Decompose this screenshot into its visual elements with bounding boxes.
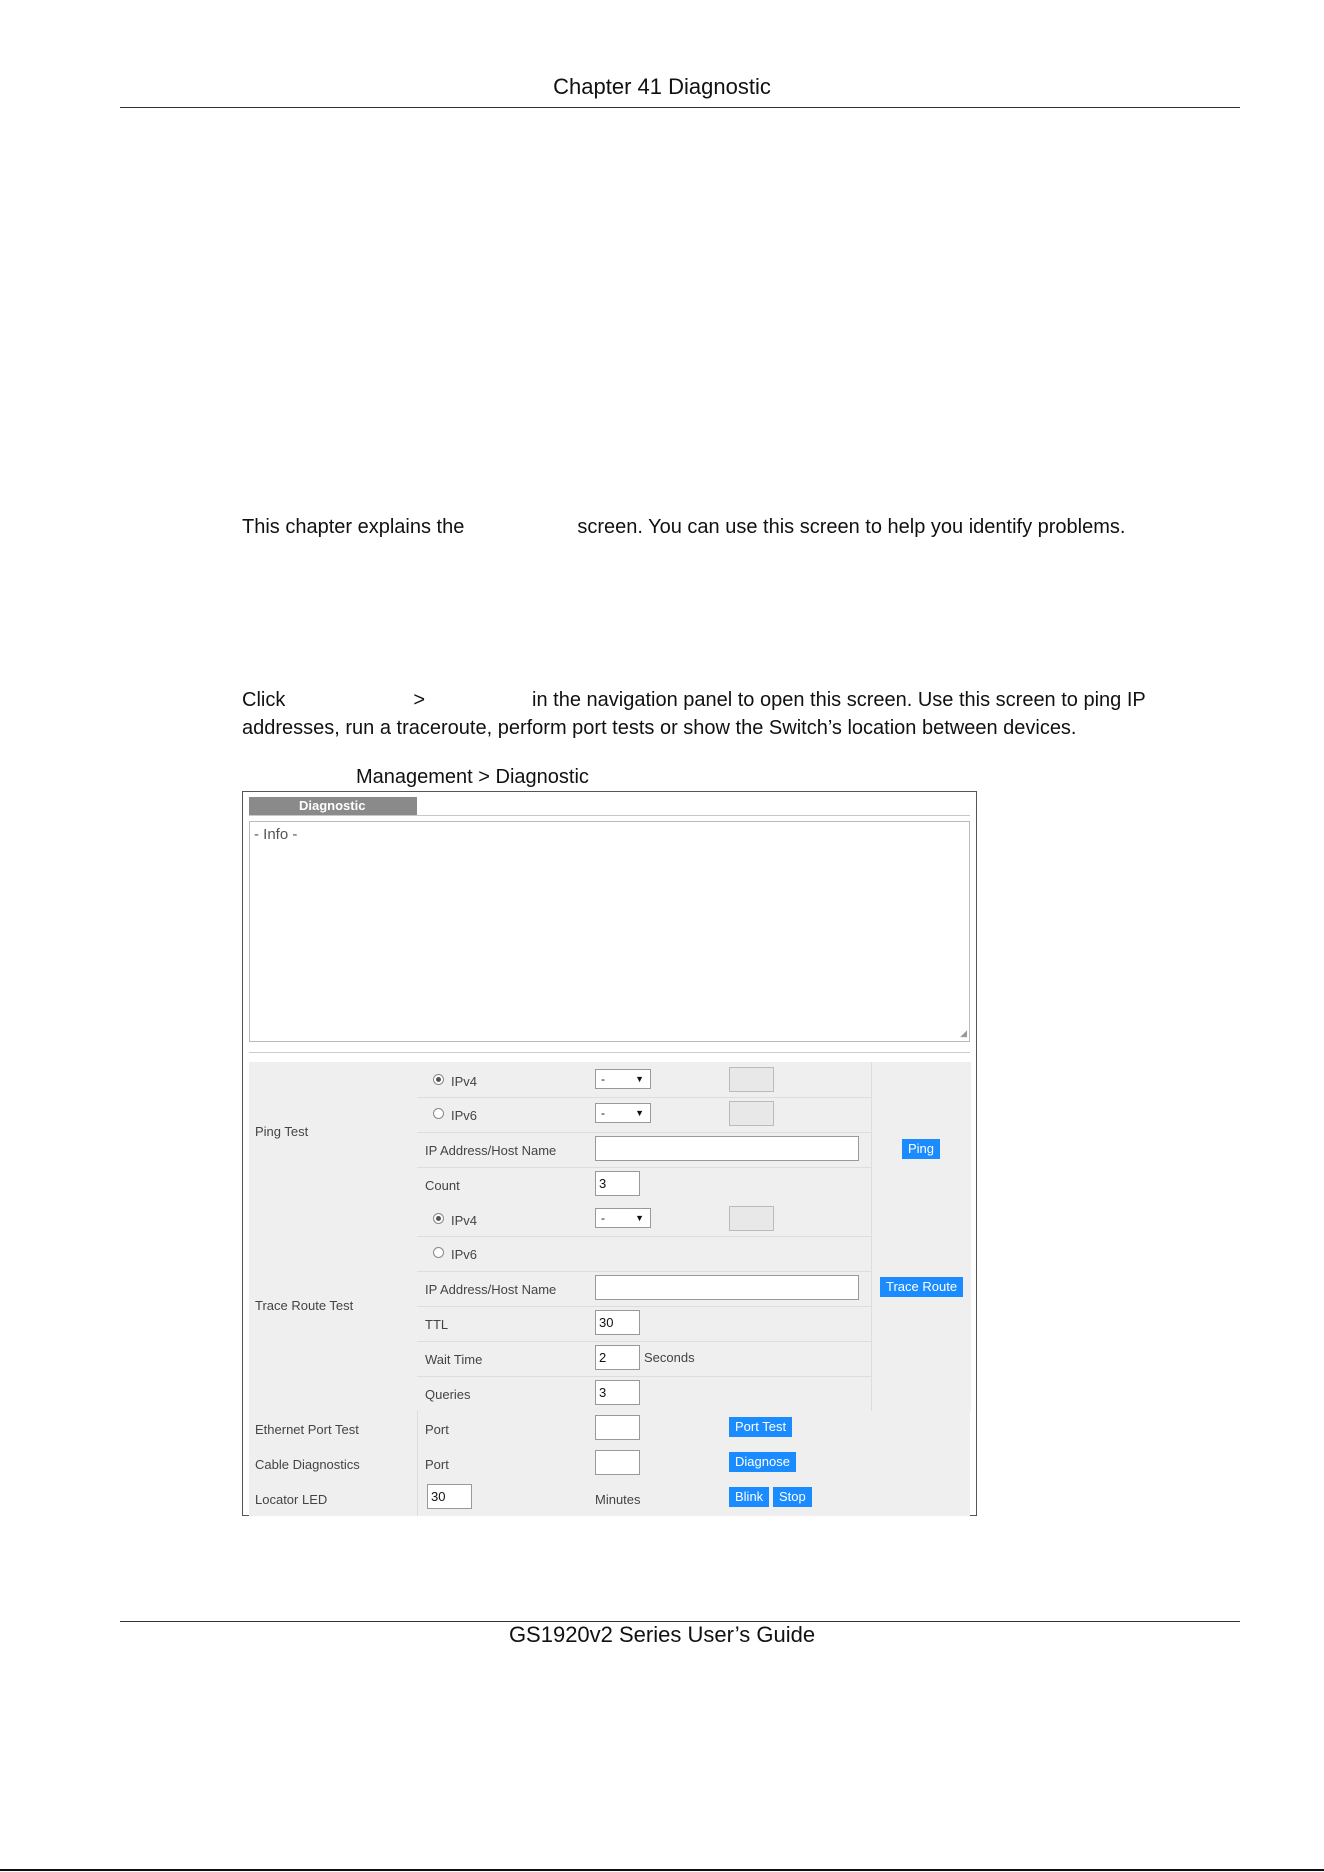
- intro-paragraph: [242, 513, 1125, 541]
- trace-ip-input[interactable]: [595, 1275, 859, 1300]
- ethernet-port-label: Port: [425, 1422, 449, 1437]
- trace-wait-label: Wait Time: [425, 1352, 483, 1367]
- chevron-down-icon: ▼: [635, 1213, 644, 1223]
- ethernet-port-test-label: Ethernet Port Test: [255, 1422, 359, 1437]
- trace-wait-unit: Seconds: [644, 1350, 695, 1365]
- info-text: - Info -: [254, 826, 298, 843]
- ping-ipv4-vlan-box: [729, 1067, 774, 1092]
- ping-test-label: Ping Test: [255, 1124, 309, 1139]
- ethernet-port-test-row: [249, 1411, 970, 1446]
- port-test-button[interactable]: Port Test: [729, 1417, 792, 1437]
- trace-route-group: [249, 1201, 418, 1411]
- ping-button[interactable]: Ping: [902, 1139, 940, 1159]
- tab-diagnostic[interactable]: Diagnostic: [249, 797, 417, 815]
- ping-ipv6-vlan-box: [729, 1101, 774, 1126]
- trace-queries-label: Queries: [425, 1387, 471, 1402]
- cable-diagnostics-row: [249, 1446, 970, 1481]
- trace-route-button[interactable]: Trace Route: [880, 1277, 963, 1297]
- ping-ipv4-radio[interactable]: [433, 1074, 444, 1085]
- page-header: Chapter 41 Diagnostic: [553, 74, 771, 99]
- figure-caption: Management > Diagnostic: [356, 766, 589, 788]
- trace-ip-label: IP Address/Host Name: [425, 1282, 557, 1297]
- header-rule: [120, 107, 1240, 108]
- locator-minutes-unit: Minutes: [595, 1492, 641, 1507]
- diagnostic-screen: [242, 791, 977, 1516]
- ping-test-group: [249, 1062, 418, 1201]
- cable-diagnostics-label: Cable Diagnostics: [255, 1457, 360, 1472]
- section-divider: [249, 1052, 970, 1053]
- ping-ip-input[interactable]: [595, 1136, 859, 1161]
- intro-text-after: screen. You can use this screen to help you identify problems.: [577, 516, 1126, 538]
- trace-ttl-label: TTL: [425, 1317, 449, 1332]
- ping-ipv6-radio[interactable]: [433, 1108, 444, 1119]
- blink-button[interactable]: Blink: [729, 1487, 769, 1507]
- stop-button[interactable]: Stop: [773, 1487, 812, 1507]
- ping-count-input[interactable]: 3: [595, 1171, 640, 1196]
- trace-ipv6-label: IPv6: [451, 1247, 478, 1262]
- locator-led-row: [249, 1481, 970, 1516]
- ethernet-port-input[interactable]: [595, 1415, 640, 1440]
- chevron-down-icon: ▼: [635, 1108, 644, 1118]
- resize-handle-icon[interactable]: ◢: [960, 1028, 967, 1038]
- trace-ipv4-vlan-box: [729, 1206, 774, 1231]
- page-footer: GS1920v2 Series User’s Guide: [508, 1622, 816, 1647]
- trace-button-cell: [871, 1201, 971, 1411]
- trace-ipv4-select[interactable]: - ▼: [595, 1208, 651, 1228]
- ping-ipv4-label: IPv4: [451, 1074, 478, 1089]
- trace-ipv6-radio[interactable]: [433, 1247, 444, 1258]
- ping-ip-label: IP Address/Host Name: [425, 1143, 557, 1158]
- ping-ipv6-select[interactable]: - ▼: [595, 1103, 651, 1123]
- ping-button-cell: [871, 1062, 971, 1201]
- trace-ttl-input[interactable]: 30: [595, 1310, 640, 1335]
- locator-led-label: Locator LED: [255, 1492, 328, 1507]
- trace-wait-input[interactable]: 2: [595, 1345, 640, 1370]
- ping-ipv4-select[interactable]: - ▼: [595, 1069, 651, 1089]
- chevron-down-icon: ▼: [635, 1074, 644, 1084]
- ping-count-label: Count: [425, 1178, 460, 1193]
- click-text-line2: addresses, run a traceroute, perform port tests or show the Switch’s location between devices.: [242, 717, 1077, 739]
- trace-ipv4-label: IPv4: [451, 1213, 478, 1228]
- bottom-edge-rule: [0, 1869, 1324, 1871]
- intro-text-before: This chapter explains the: [242, 516, 465, 538]
- ping-ipv6-label: IPv6: [451, 1108, 478, 1123]
- click-text-after: in the navigation panel to open this screen. Use this screen to ping IP: [532, 689, 1146, 711]
- trace-queries-input[interactable]: 3: [595, 1380, 640, 1405]
- info-textarea[interactable]: [249, 821, 970, 1042]
- tab-underline: [249, 815, 970, 816]
- cable-port-label: Port: [425, 1457, 449, 1472]
- click-paragraph: [242, 686, 1146, 742]
- locator-minutes-input[interactable]: 30: [427, 1484, 472, 1509]
- cable-port-input[interactable]: [595, 1450, 640, 1475]
- click-word: Click: [242, 689, 286, 711]
- trace-route-label: Trace Route Test: [255, 1298, 354, 1313]
- click-separator: >: [413, 689, 426, 711]
- trace-ipv4-radio[interactable]: [433, 1213, 444, 1224]
- diagnose-button[interactable]: Diagnose: [729, 1452, 796, 1472]
